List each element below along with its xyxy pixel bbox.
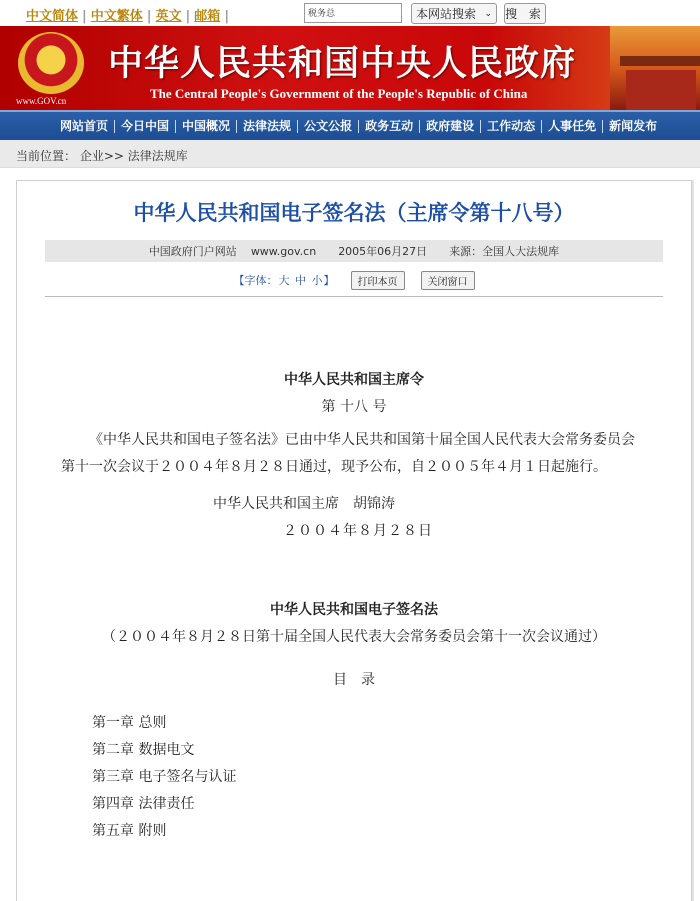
meta-date: 2005年06月27日 — [338, 245, 428, 258]
article-tools — [17, 270, 691, 290]
banner-subtitle: The Central People's Government of the People's Republic of China — [150, 86, 528, 101]
nav-laws[interactable]: 法律法规 — [237, 120, 298, 133]
search-button[interactable]: 搜 索 — [504, 3, 546, 24]
toc-item: 第三章 电子签名与认证 — [92, 769, 237, 785]
nav-china-overview[interactable]: 中国概况 — [176, 120, 237, 133]
close-window-button[interactable]: 关闭窗口 — [421, 271, 475, 290]
font-size-large[interactable]: 大 — [278, 274, 290, 287]
banner-title: 中华人民共和国中央人民政府 — [108, 44, 577, 84]
law-note: （２００４年８月２８日第十届全国人民代表大会常务委员会第十一次会议通过） — [102, 629, 606, 645]
lang-simplified-link[interactable]: 中文简体 — [26, 9, 79, 24]
toc-item: 第二章 数据电文 — [92, 742, 195, 758]
national-emblem-icon: ★ — [18, 32, 84, 94]
nav-work-news[interactable]: 工作动态 — [481, 120, 542, 133]
meta-source: 来源：全国人大法规库 — [449, 245, 560, 258]
language-links: 中文简体 | 中文繁体 | 英文 | 邮箱 | — [22, 5, 229, 24]
signer: 中华人民共和国主席 胡锦涛 — [213, 496, 395, 512]
nav-bulletins[interactable]: 公文公报 — [298, 120, 359, 133]
toc-item: 第一章 总则 — [92, 715, 167, 731]
nav-today-china[interactable]: 今日中国 — [115, 120, 176, 133]
toc-heading: 目 录 — [333, 672, 375, 688]
nav-gov-building[interactable]: 政府建设 — [420, 120, 481, 133]
tiananmen-image — [610, 26, 700, 110]
breadcrumb-label: 当前位置： — [16, 149, 77, 163]
breadcrumb — [0, 140, 700, 168]
promulgation-paragraph: 《中华人民共和国电子签名法》已由中华人民共和国第十届全国人民代表大会常务委员会第十一次会议于２００４年８月２８日通过，现予公布，自２００５年４月１日起施行。 — [61, 432, 635, 475]
main-nav — [0, 110, 700, 140]
order-number: 第 十八 号 — [321, 399, 387, 415]
article-meta — [45, 240, 663, 262]
meta-site: www.gov.cn — [250, 245, 317, 258]
search-scope-select[interactable] — [411, 3, 497, 24]
mailbox-link[interactable]: 邮箱 — [194, 9, 221, 24]
site-domain: www.GOV.cn — [16, 96, 67, 106]
law-title: 中华人民共和国电子签名法 — [270, 602, 438, 618]
search-scope-label: 本网站搜索 — [416, 7, 477, 21]
toc-item: 第四章 法律责任 — [92, 796, 195, 812]
font-size-end: 】 — [323, 274, 335, 287]
breadcrumb-path[interactable]: 企业>> 法律法规库 — [79, 149, 188, 163]
font-size-small[interactable]: 小 — [311, 274, 323, 287]
nav-home[interactable]: 网站首页 — [54, 120, 115, 133]
toc-item: 第五章 附则 — [92, 823, 167, 839]
lang-traditional-link[interactable]: 中文繁体 — [90, 9, 143, 24]
meta-portal: 中国政府门户网站 — [148, 245, 237, 258]
chevron-down-icon: ⌄ — [484, 8, 492, 19]
top-bar — [0, 0, 700, 26]
print-button[interactable]: 打印本页 — [351, 271, 405, 290]
nav-press[interactable]: 新闻发布 — [609, 118, 658, 133]
article-body — [17, 297, 691, 845]
font-size-control — [234, 272, 335, 288]
article-title: 中华人民共和国电子签名法（主席令第十八号） — [133, 201, 575, 225]
font-size-label: 【字体： — [233, 274, 278, 287]
site-banner — [0, 26, 700, 110]
sign-date: ２００４年８月２８日 — [283, 523, 433, 539]
nav-appointments[interactable]: 人事任免 — [542, 120, 603, 133]
order-heading: 中华人民共和国主席令 — [284, 372, 424, 388]
article-frame — [16, 180, 692, 901]
search-input[interactable]: 税务总 — [304, 3, 402, 23]
font-size-medium[interactable]: 中 — [295, 274, 306, 287]
lang-english-link[interactable]: 英文 — [155, 9, 182, 24]
nav-interaction[interactable]: 政务互动 — [359, 120, 420, 133]
